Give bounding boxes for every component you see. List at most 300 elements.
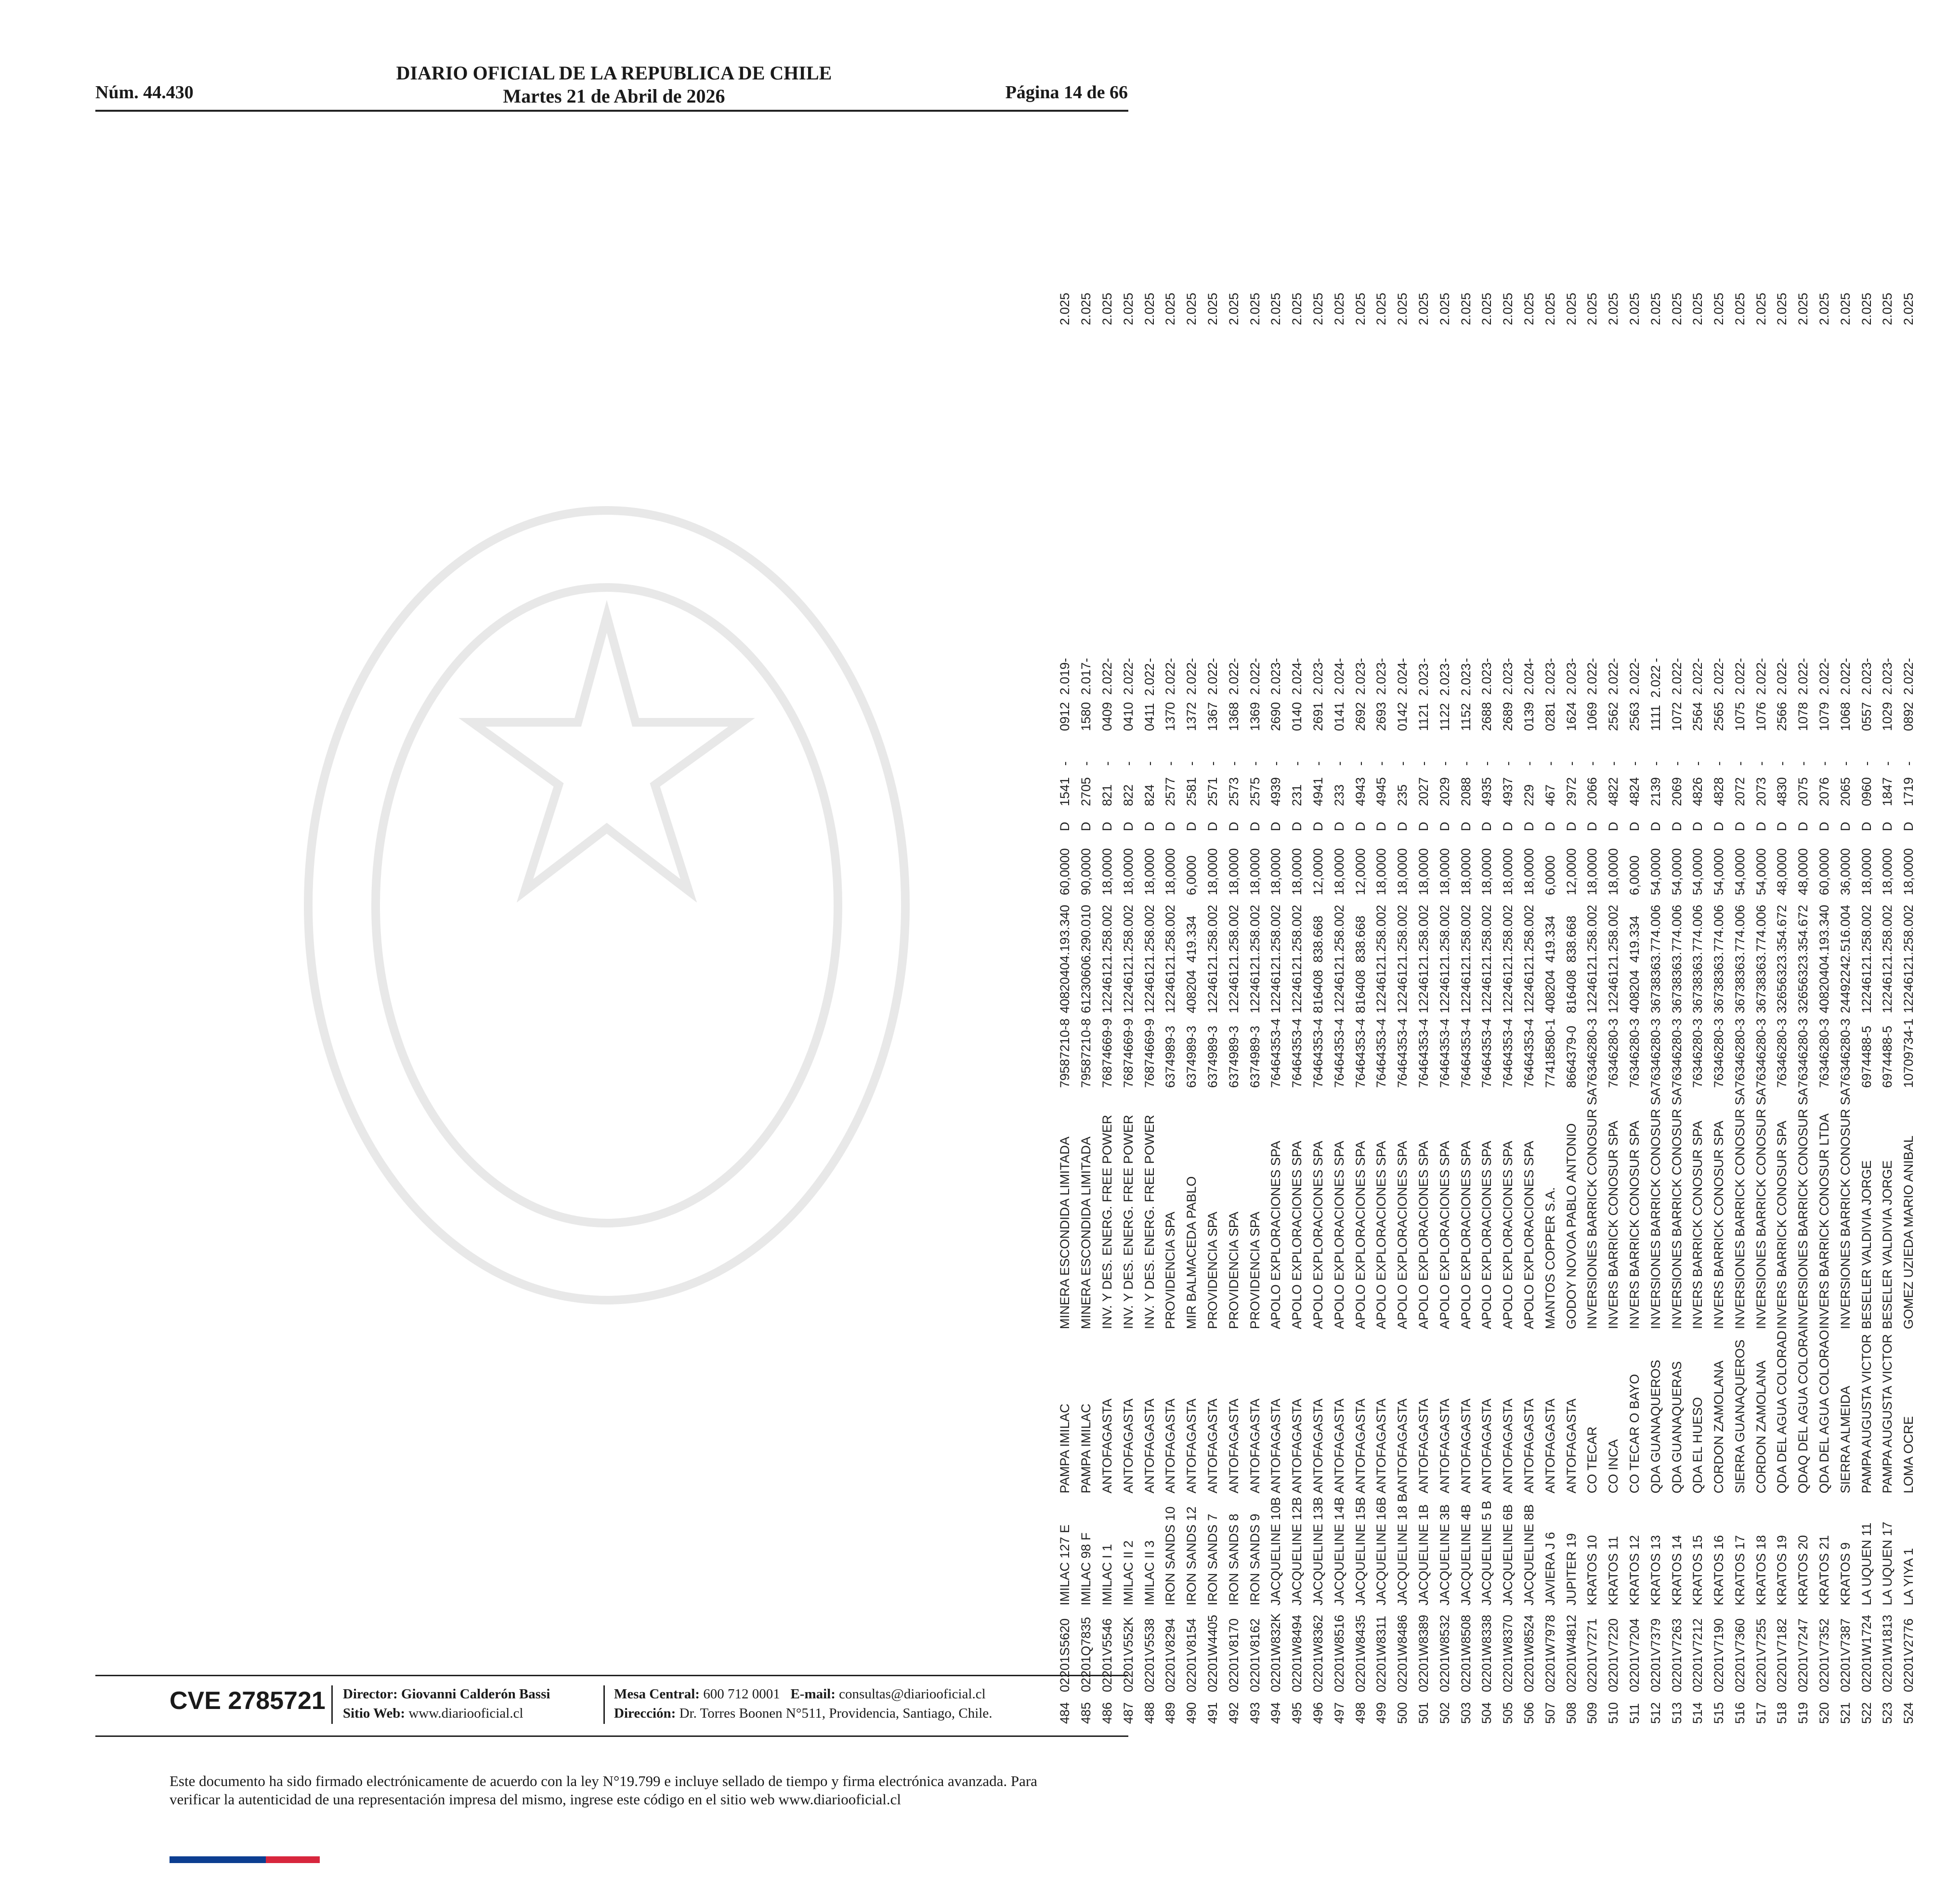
cell-owner: INVERS BARRICK CONOSUR SPA [1627,1121,1642,1330]
cell-hectares: 18,0000 [1121,848,1136,896]
cell-row-number: 509 [1585,1702,1600,1724]
cell-row-number: 512 [1648,1702,1663,1724]
cell-folio [1645,662,1666,731]
cell-dash: - [1753,761,1768,766]
cell-hectares: 18,0000 [1163,848,1178,896]
cell-due-year: 2.025 [1838,292,1853,326]
spacer [1184,695,1199,702]
cell-dash: - [1901,761,1916,766]
cell-concession-name: KRATOS 17 [1732,1535,1747,1605]
table-row [1477,291,1498,1724]
table-row [1519,291,1540,1724]
cell-year-value: 2.022 [1099,662,1114,695]
cell-type: D [1079,822,1094,832]
cell-row-number: 494 [1268,1702,1283,1724]
cell-dash: - [1458,658,1473,663]
cell-hectare-value: 1224612 [1458,963,1473,1014]
cell-inscription-number: 231 [1290,784,1305,807]
cell-dash: - [1121,658,1136,663]
cell-hectare-value: 1224612 [1880,963,1895,1014]
cell-owner-rut: 79587210-8 [1079,1018,1094,1088]
cell-row-number: 504 [1479,1702,1494,1724]
cell-row-number: 497 [1332,1702,1346,1724]
cell-concession-name: IRON SANDS 7 [1205,1513,1220,1605]
cell-row-number: 518 [1775,1702,1790,1724]
cell-hectare-value: 3673836 [1669,963,1684,1014]
spacer [1227,695,1241,702]
cell-owner-rut: 76346280-3 [1669,1018,1684,1088]
cell-concession-name: KRATOS 19 [1775,1535,1790,1605]
cell-owner: APOLO EXPLORACIONES SPA [1374,1141,1389,1330]
cell-hectares: 18,0000 [1142,848,1157,896]
cell-owner: GOMEZ UZIEDA MARIO ANIBAL [1901,1135,1916,1330]
cell-type: D [1542,822,1557,832]
cell-year-value: 2.024 [1290,662,1305,695]
cell-hectare-value: 3265632 [1796,963,1811,1014]
cell-amount: 1.258.002 [1901,904,1916,963]
cell-location: CO TECAR [1585,1426,1600,1494]
cell-row-number: 488 [1142,1702,1157,1724]
table-row [1455,291,1477,1724]
cell-hectare-value: 1224612 [1099,963,1114,1014]
website-line [343,1706,523,1722]
cell-year-value: 2.022 [1627,662,1642,695]
cell-year-value: 2.022 [1163,662,1178,695]
cell-dash: - [1163,761,1178,766]
cell-type: D [1395,822,1410,832]
table-row [1287,291,1308,1724]
cell-concession-name: IMILAC I 1 [1099,1544,1114,1605]
cell-folio [1350,662,1371,731]
cell-type: D [1627,822,1642,832]
spacer [1817,695,1831,702]
cell-year-value: 2.022 [1669,662,1684,695]
footer-divider-bottom [95,1735,1128,1737]
cell-due-year: 2.025 [1521,292,1536,326]
cell-row-number: 506 [1521,1702,1536,1724]
table-row [1160,291,1181,1724]
cell-location: ANTOFAGASTA [1226,1398,1241,1494]
cell-amount: 1.258.002 [1880,904,1895,963]
cell-type: D [1501,822,1516,832]
cell-owner: APOLO EXPLORACIONES SPA [1290,1141,1305,1330]
cell-owner-rut: 76346280-3 [1817,1018,1832,1088]
cell-folio-value: 0281 [1542,702,1557,731]
cell-rol-code: 02201S5620 [1058,1618,1072,1692]
spacer [1627,695,1642,702]
cell-concession-name: KRATOS 20 [1796,1535,1811,1605]
spacer [1311,695,1325,702]
cell-dash: - [1753,658,1768,663]
cell-due-year: 2.025 [1648,292,1663,326]
cell-dash: - [1268,761,1283,766]
cell-location: CO TECAR O BAYO [1627,1374,1642,1494]
cell-hectares: 48,0000 [1796,848,1811,896]
cell-folio-value: 1152 [1458,703,1473,731]
cell-rol-code: 02201V5546 [1099,1618,1114,1692]
cell-owner-rut: 76346280-3 [1606,1018,1621,1088]
cell-inscription-number: 2573 [1226,777,1241,807]
cell-row-number: 491 [1205,1702,1220,1724]
cell-due-year: 2.025 [1226,292,1241,326]
cell-owner: BESELER VALDIVIA JORGE [1859,1160,1874,1330]
table-row [1751,291,1772,1724]
cell-owner-rut: 76346280-3 [1838,1018,1853,1088]
cell-row-number: 500 [1395,1702,1410,1724]
cell-year-value: 2.022 [1732,662,1747,695]
cell-dash: - [1310,658,1325,663]
cell-amount: 1.258.002 [1205,904,1220,963]
cell-folio [1540,662,1561,731]
table-row [1624,291,1646,1724]
cell-due-year: 2.025 [1247,292,1262,326]
table-row [1181,291,1202,1724]
spacer [1100,695,1114,702]
cell-location: ANTOFAGASTA [1353,1398,1368,1494]
cell-location: ANTOFAGASTA [1184,1398,1199,1494]
cell-location: SIERRA ALMEIDA [1838,1385,1853,1494]
email-link[interactable]: consultas@diariooficial.cl [839,1686,986,1702]
cell-owner-rut: 76464353-4 [1374,1018,1389,1088]
cell-owner: APOLO EXPLORACIONES SPA [1268,1141,1283,1330]
cell-inscription-number: 4824 [1627,777,1642,807]
cell-dash: - [1775,761,1790,766]
cell-inscription-number: 824 [1142,784,1157,807]
spacer [1543,695,1557,702]
cell-amount: 3.774.006 [1732,904,1747,963]
cell-hectares: 18,0000 [1437,848,1452,896]
cell-rol-code: 02201V7212 [1690,1618,1705,1692]
cell-row-number: 498 [1353,1702,1368,1724]
cell-folio [1898,662,1920,731]
cell-row-number: 514 [1690,1702,1705,1724]
cell-location: QDAQ DEL AGUA COLORA [1796,1329,1811,1494]
cell-concession-name: JACQUELINE 18 B [1395,1493,1410,1605]
cell-type: D [1247,822,1262,832]
cell-hectare-value: 1224612 [1121,963,1136,1014]
cell-type: D [1859,822,1874,832]
cell-row-number: 510 [1606,1702,1621,1724]
cell-due-year: 2.025 [1310,292,1325,326]
cell-year-value: 2.022 [1585,662,1600,695]
cell-amount: 1.258.002 [1395,904,1410,963]
cell-dash: - [1353,658,1368,663]
cell-type: D [1121,822,1136,832]
cell-concession-name: KRATOS 9 [1838,1542,1853,1605]
cell-owner: INVERS BARRICK CONOSUR SPA [1712,1121,1726,1330]
cell-folio [1181,662,1202,731]
issue-number: Núm. 44.430 [95,82,194,103]
cell-inscription-number: 235 [1395,784,1410,807]
cell-due-year: 2.025 [1880,292,1895,326]
cell-inscription-number: 4826 [1690,777,1705,807]
cell-rol-code: 02201V7190 [1712,1618,1726,1692]
cell-concession-name: JACQUELINE 13B [1310,1497,1325,1605]
cell-owner-rut: 76346280-3 [1585,1018,1600,1088]
cell-dash: - [1437,761,1452,766]
cell-owner-rut: 6374989-3 [1184,1026,1199,1088]
cell-inscription-number: 233 [1332,784,1346,807]
cell-location: CORDON ZAMOLANA [1753,1360,1768,1494]
cell-owner: INVERS BARRICK CONOSUR SPA [1606,1121,1621,1330]
cell-inscription-number: 4828 [1712,777,1726,807]
cell-rol-code: 02201Q7835 [1079,1617,1094,1692]
cell-year-value: 2.017 [1079,662,1094,695]
cell-owner: APOLO EXPLORACIONES SPA [1332,1141,1346,1330]
cell-owner: PROVIDENCIA SPA [1247,1212,1262,1330]
cell-owner: INVERS BARRICK CONOSUR SPA [1690,1121,1705,1330]
cell-due-year: 2.025 [1163,292,1178,326]
cell-hectares: 18,0000 [1501,848,1516,896]
spacer [1268,695,1283,702]
cell-folio-value: 1367 [1205,702,1220,731]
cell-type: D [1310,822,1325,832]
cell-hectare-value: 1224612 [1521,963,1536,1014]
cell-dash: - [1142,761,1157,766]
cell-amount: 1.258.002 [1121,904,1136,963]
email-label: E-mail: [790,1686,836,1702]
cell-folio [1455,662,1477,731]
cell-dash: - [1247,658,1262,663]
cell-location: QDA DEL AGUA COLORAO [1817,1330,1832,1494]
cell-owner-rut: 76346280-3 [1796,1018,1811,1088]
cell-inscription-number: 4935 [1479,777,1494,807]
cell-hectares: 54,0000 [1690,848,1705,896]
cell-owner-rut: 6374989-3 [1205,1026,1220,1088]
cell-inscription-number: 4937 [1501,777,1516,807]
cell-owner-rut: 76464353-4 [1437,1018,1452,1088]
cell-rol-code: 02201W8524 [1521,1615,1536,1692]
cell-due-year: 2.025 [1901,292,1916,326]
cell-rol-code: 02201W4405 [1205,1615,1220,1692]
cell-owner-rut: 76464353-4 [1332,1018,1346,1088]
cell-hectares: 18,0000 [1458,848,1473,896]
cell-due-year: 2.025 [1753,292,1768,326]
cell-type: D [1669,822,1684,832]
cell-amount: 3.774.006 [1753,904,1768,963]
cell-concession-name: JACQUELINE 4B [1458,1504,1473,1605]
cell-year-value: 2.022 [1606,662,1621,695]
cell-dash: - [1332,658,1346,663]
cell-due-year: 2.025 [1542,292,1557,326]
cell-folio [1561,662,1582,731]
cell-dash: - [1501,761,1516,766]
cell-type: D [1332,822,1346,832]
cell-hectares: 18,0000 [1606,848,1621,896]
cell-hectare-value: 408204 [1627,970,1642,1014]
cell-type: D [1458,822,1473,832]
table-row [1540,291,1561,1724]
cell-folio-value: 1075 [1732,702,1747,731]
cell-hectare-value: 2449224 [1838,963,1853,1014]
website-link[interactable]: www.diariooficial.cl [408,1706,523,1721]
cell-due-year: 2.025 [1796,292,1811,326]
cell-rol-code: 02201V552K [1121,1617,1136,1692]
cell-dash: - [1585,761,1600,766]
cell-type: D [1184,822,1199,832]
table-row [1772,291,1793,1724]
table-row [1139,291,1160,1724]
cell-row-number: 501 [1416,1702,1431,1724]
cell-rol-code: 02201V7182 [1775,1618,1790,1692]
cell-folio-value: 2690 [1268,702,1283,731]
cell-due-year: 2.025 [1817,292,1832,326]
cell-amount: 3.774.006 [1690,904,1705,963]
cell-row-number: 503 [1458,1702,1473,1724]
cell-type: D [1775,822,1790,832]
cell-dash: - [1606,658,1621,663]
cell-concession-name: KRATOS 15 [1690,1535,1705,1605]
cell-row-number: 499 [1374,1702,1389,1724]
cell-year-value: 2.023 [1353,662,1368,695]
cell-location: ANTOFAGASTA [1564,1398,1579,1494]
cell-dash: - [1353,761,1368,766]
cell-hectares: 18,0000 [1290,848,1305,896]
cell-due-year: 2.025 [1690,292,1705,326]
cell-hectares: 18,0000 [1859,848,1874,896]
cell-inscription-number: 2066 [1585,777,1600,807]
cell-folio-value: 1069 [1585,702,1600,731]
cell-hectare-value: 1224612 [1247,963,1262,1014]
cell-owner-rut: 76346280-3 [1627,1018,1642,1088]
table-row [1413,291,1435,1724]
table-row [1076,291,1097,1724]
cell-due-year: 2.025 [1627,292,1642,326]
page-number: Página 14 de 66 [1005,82,1128,103]
cell-owner-rut: 76464353-4 [1268,1018,1283,1088]
table-row [1898,291,1920,1724]
footer-separator-2 [603,1685,605,1724]
cell-hectare-value: 6123060 [1079,963,1094,1014]
concessions-table [1055,291,1920,1724]
cell-folio [1603,662,1624,731]
cell-folio [1772,662,1793,731]
spacer [1248,695,1262,702]
cell-dash: - [1121,761,1136,766]
cell-type: D [1732,822,1747,832]
cell-type: D [1712,822,1726,832]
cell-amount: 838.668 [1310,915,1325,963]
cell-folio [1076,662,1097,731]
cell-inscription-number: 821 [1099,784,1114,807]
cell-dash: - [1058,658,1072,663]
cell-type: D [1838,822,1853,832]
spacer [1121,695,1136,702]
cell-type: D [1290,822,1305,832]
cell-rol-code: 02201W7978 [1542,1615,1557,1692]
cell-year-value: 2.022 [1121,662,1136,695]
cell-dash: - [1648,658,1663,663]
spacer [1437,696,1452,703]
cell-folio-value: 2689 [1501,702,1516,731]
spacer [1712,695,1726,702]
cell-rol-code: 02201W8311 [1374,1616,1389,1692]
cell-amount: 838.668 [1353,915,1368,963]
cell-owner: APOLO EXPLORACIONES SPA [1395,1141,1410,1330]
publication-date: Martes 21 de Abril de 2026 [503,85,725,107]
cell-owner: MIR BALMACEDA PABLO [1184,1176,1199,1330]
table-row [1266,291,1287,1724]
cell-dash: - [1395,658,1410,663]
cell-inscription-number: 822 [1121,784,1136,807]
cell-rol-code: 02201W8435 [1353,1615,1368,1692]
cell-type: D [1648,822,1663,832]
table-row [1793,291,1814,1724]
cell-type: D [1564,822,1579,832]
cell-location: ANTOFAGASTA [1099,1398,1114,1494]
cell-year-value: 2.022 [1838,662,1853,695]
cell-folio-value: 2566 [1775,702,1790,731]
cell-folio-value: 0410 [1121,702,1136,731]
cell-row-number: 523 [1880,1702,1895,1724]
cell-year-value: 2.023 [1458,663,1473,696]
cell-folio [1287,662,1308,731]
cell-rol-code: 02201V7255 [1753,1618,1768,1692]
cell-owner: INVERSIONES BARRICK CONOSUR SA [1838,1088,1853,1330]
cell-concession-name: LA UQUEN 17 [1880,1521,1895,1605]
cell-folio-value: 2563 [1627,702,1642,731]
cell-location: QDA GUANAQUERAS [1669,1361,1684,1494]
table-row [1223,291,1244,1724]
cell-type: D [1796,822,1811,832]
cell-folio [1835,662,1856,731]
spacer [1880,695,1895,702]
cell-concession-name: JACQUELINE 8B [1521,1504,1536,1605]
cell-owner-rut: 76346280-3 [1775,1018,1790,1088]
cell-owner: MINERA ESCONDIDA LIMITADA [1079,1136,1094,1330]
cell-year-value: 2.022 [1205,662,1220,695]
cell-owner-rut: 76464353-4 [1353,1018,1368,1088]
spacer [1585,695,1599,702]
cell-year-value: 2.023 [1310,662,1325,695]
cell-year-value: 2.022 [1753,662,1768,695]
cell-dash: - [1099,658,1114,663]
cell-rol-code: 02201W8338 [1479,1615,1494,1692]
cell-amount: 1.258.002 [1099,904,1114,963]
cell-dash: - [1585,658,1600,663]
cell-type: D [1163,822,1178,832]
cell-concession-name: IMILAC II 3 [1142,1540,1157,1605]
cell-rol-code: 02201W8532 [1437,1615,1452,1692]
cell-year-value: 2.023 [1268,662,1283,695]
cell-owner: APOLO EXPLORACIONES SPA [1353,1141,1368,1330]
table-row [1603,291,1624,1724]
cell-due-year: 2.025 [1585,292,1600,326]
cell-due-year: 2.025 [1564,292,1579,326]
cell-type: D [1901,822,1916,832]
cell-folio-value: 1111 [1648,705,1663,731]
cell-dash: - [1732,761,1747,766]
cell-due-year: 2.025 [1501,292,1516,326]
cell-concession-name: LA UQUEN 11 [1859,1522,1874,1605]
cell-rol-code: 02201W832K [1268,1613,1283,1692]
legal-notice: Este documento ha sido firmado electrónicamente de acuerdo con la ley N°19.799 e incluye sellado de tiempo y firma electrónica avanzada. Para verificar la autenticidad de una representación impresa del mismo, ingrese este código en el sitio web www.diariooficial.cl [170,1773,1037,1808]
mesa-phone: 600 712 0001 [703,1686,780,1702]
cell-rol-code: 02201V8294 [1163,1618,1178,1692]
cell-due-year: 2.025 [1058,292,1072,326]
table-row [1244,291,1266,1724]
cell-location: ANTOFAGASTA [1142,1398,1157,1494]
cell-inscription-number: 2575 [1247,777,1262,807]
cell-dash: - [1247,761,1262,766]
cell-inscription-number: 2065 [1838,777,1853,807]
cell-dash: - [1669,658,1684,663]
cell-dash: - [1374,761,1389,766]
cell-row-number: 524 [1901,1702,1916,1724]
cell-dash: - [1817,761,1832,766]
spacer [1395,695,1410,702]
cell-concession-name: JACQUELINE 14B [1332,1497,1346,1605]
